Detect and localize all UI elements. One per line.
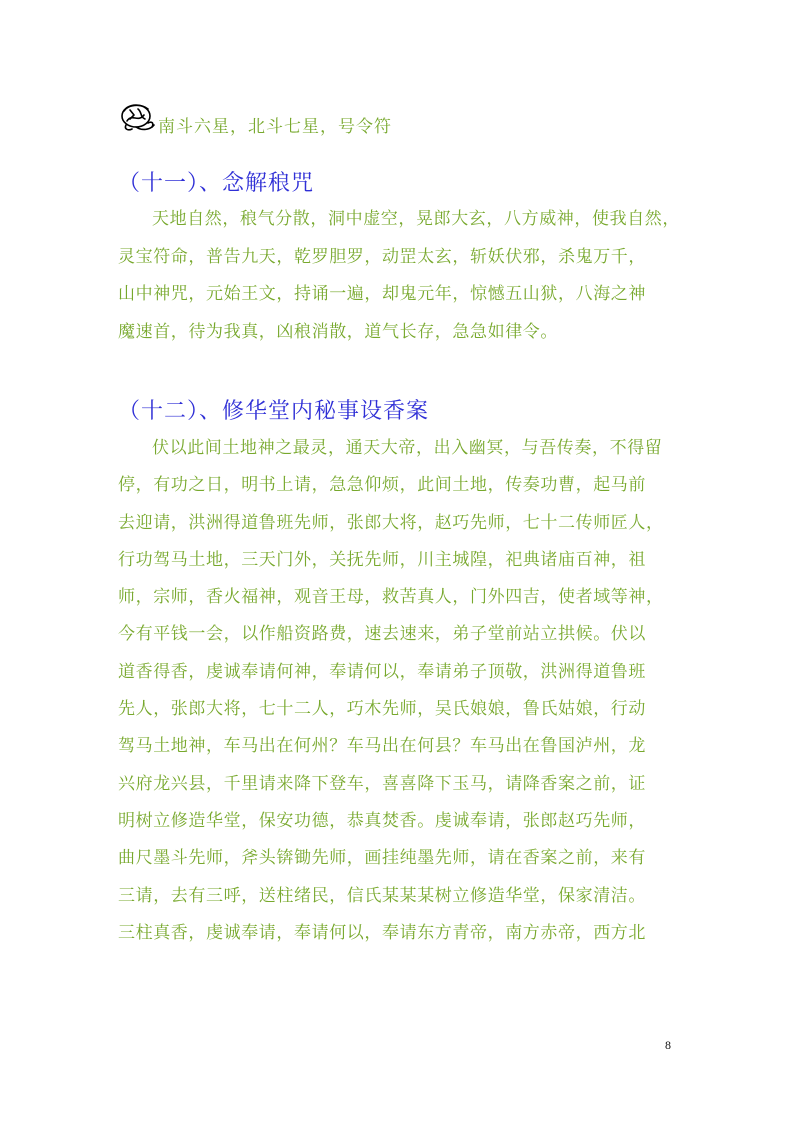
text-line: 停，有功之日，明书上请，急急仰烦，此间土地，传奏功曹，起马前 [118, 475, 646, 496]
text-line: 师，宗师，香火福神，观音王母，救苦真人，门外四吉，使者域等神， [118, 587, 664, 608]
text-line: 三请，去有三呼，送柱绪民，信氏某某某树立修造华堂，保家清洁。 [118, 885, 646, 906]
text-line: 天地自然，稂气分散，洞中虚空，晃郎大玄，八方威神，使我自然， [152, 209, 680, 229]
text-line: 灵宝符命，普告九天，乾罗胆罗，动罡太玄，斩妖伏邪，杀鬼万千， [118, 246, 646, 267]
text-line: 曲尺墨斗先师，斧头锛锄先师，画挂纯墨先师，请在香案之前，来有 [118, 848, 646, 869]
text-line: 伏以此间土地神之最灵，通天大帝，出入幽冥，与吾传奏，不得留 [152, 438, 663, 458]
text-line: 明树立修造华堂，保安功德，恭真焚香。虔诚奉请，张郎赵巧先师， [118, 810, 646, 831]
talisman-line [118, 100, 392, 140]
text-line: 山中神咒，元始王文，持诵一遍，却鬼元年，惊憾五山狱，八海之神 [118, 284, 646, 304]
text-line: 魔速首，待为我真，凶稂消散，道气长存，急急如律令。 [118, 321, 558, 342]
text-line: 三柱真香，虔诚奉请，奉请何以，奉请东方青帝，南方赤帝，西方北 [118, 922, 646, 943]
section-12-body [118, 430, 678, 952]
text-line: 今有平钱一会，以作船资路费，速去速来，弟子堂前站立拱候。伏以 [118, 624, 646, 645]
section-11-body [118, 201, 678, 351]
text-line: 驾马土地神，车马出在何州？车马出在何县？车马出在鲁国泸州，龙 [118, 736, 646, 757]
text-line: 去迎请，洪洲得道鲁班先师，张郎大将，赵巧先师，七十二传师匠人， [118, 512, 664, 533]
text-line: 兴府龙兴县，千里请来降下登车，喜喜降下玉马，请降香案之前，证 [118, 773, 646, 794]
page-number: 8 [665, 1038, 671, 1052]
talisman-caption: 南斗六星，北斗七星，号令符 [158, 116, 392, 137]
text-line: 先人，张郎大将，七十二人，巧木先师，吴氏娘娘，鲁氏姑娘，行动 [118, 699, 646, 720]
section-heading-12: （十二）、修华堂内秘事设香案 [118, 399, 430, 424]
text-line: 行功驾马土地，三天门外，关抚先师，川主城隍，祀典诸庙百神，祖 [118, 549, 646, 570]
text-line: 道香得香，虔诚奉请何神，奉请何以，奉请弟子顶敬，洪洲得道鲁班 [118, 661, 646, 682]
section-heading-11: （十一）、念解稂咒 [118, 171, 315, 196]
talisman-symbol-icon [118, 101, 158, 135]
